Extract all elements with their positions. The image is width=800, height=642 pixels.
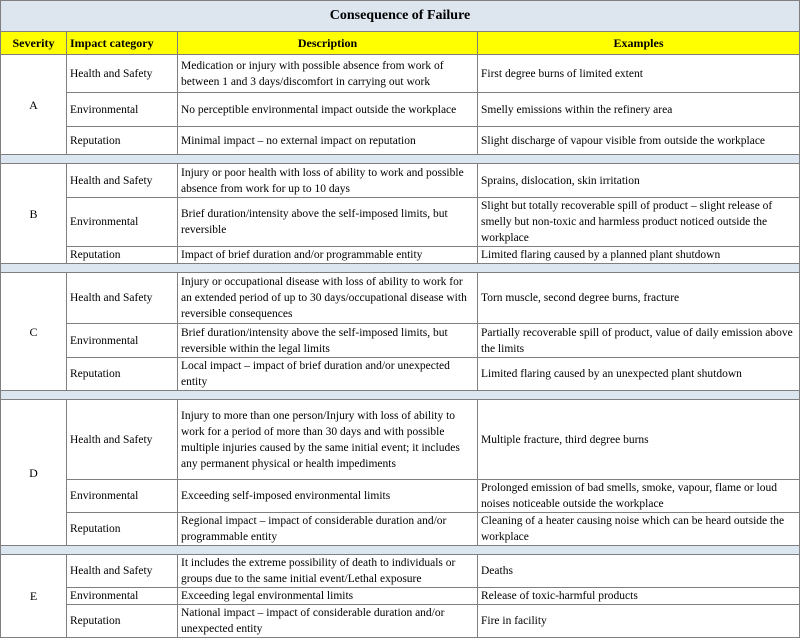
table-row (1, 127, 800, 155)
category-cell: Health and Safety (67, 164, 178, 198)
table-row (1, 273, 800, 324)
group-separator (1, 391, 800, 400)
group-separator (1, 264, 800, 273)
category-cell: Environmental (67, 93, 178, 127)
description-cell: Brief duration/intensity above the self-imposed limits, but reversible (178, 198, 478, 247)
table-row (1, 324, 800, 358)
group-separator (1, 546, 800, 555)
table-row (1, 247, 800, 264)
severity-cell: A (1, 55, 67, 155)
table-title: Consequence of Failure (1, 1, 800, 32)
description-cell: Exceeding legal environmental limits (178, 588, 478, 605)
category-cell: Environmental (67, 588, 178, 605)
description-cell: Exceeding self-imposed environmental limits (178, 480, 478, 513)
example-cell: Limited flaring caused by a planned plant shutdown (478, 247, 800, 264)
header-impact-category: Impact category (67, 32, 178, 55)
description-cell: No perceptible environmental impact outside the workplace (178, 93, 478, 127)
table-row (1, 588, 800, 605)
category-cell: Reputation (67, 605, 178, 638)
severity-cell: C (1, 273, 67, 391)
category-cell: Environmental (67, 324, 178, 358)
group-separator (1, 155, 800, 164)
table-row (1, 605, 800, 638)
category-cell: Reputation (67, 358, 178, 391)
example-cell: Fire in facility (478, 605, 800, 638)
example-cell: Partially recoverable spill of product, value of daily emission above the limits (478, 324, 800, 358)
description-cell: Injury or poor health with loss of ability to work and possible absence from work for up to 10 days (178, 164, 478, 198)
category-cell: Environmental (67, 480, 178, 513)
description-cell: Injury or occupational disease with loss of ability to work for an extended period of up to 30 days/occupational disease with reversible consequences (178, 273, 478, 324)
severity-cell: B (1, 164, 67, 264)
example-cell: Slight discharge of vapour visible from outside the workplace (478, 127, 800, 155)
category-cell: Health and Safety (67, 555, 178, 588)
severity-cell: E (1, 555, 67, 638)
table-row (1, 400, 800, 480)
example-cell: Limited flaring caused by an unexpected plant shutdown (478, 358, 800, 391)
header-description: Description (178, 32, 478, 55)
header-examples: Examples (478, 32, 800, 55)
example-cell: First degree burns of limited extent (478, 55, 800, 93)
example-cell: Cleaning of a heater causing noise which can be heard outside the workplace (478, 513, 800, 546)
example-cell: Release of toxic-harmful products (478, 588, 800, 605)
description-cell: Medication or injury with possible absence from work of between 1 and 3 days/discomfort in carrying out work (178, 55, 478, 93)
category-cell: Reputation (67, 247, 178, 264)
example-cell: Multiple fracture, third degree burns (478, 400, 800, 480)
example-cell: Sprains, dislocation, skin irritation (478, 164, 800, 198)
description-cell: It includes the extreme possibility of death to individuals or groups due to the same initial event/Lethal exposure (178, 555, 478, 588)
category-cell: Reputation (67, 127, 178, 155)
table-row (1, 164, 800, 198)
description-cell: Injury to more than one person/Injury with loss of ability to work for a period of more than 30 days and with possible multiple injuries caused by the same initial event; it includes any permanent physical or health impediments (178, 400, 478, 480)
example-cell: Deaths (478, 555, 800, 588)
category-cell: Reputation (67, 513, 178, 546)
table-row (1, 55, 800, 93)
category-cell: Health and Safety (67, 55, 178, 93)
example-cell: Prolonged emission of bad smells, smoke, vapour, flame or loud noises noticeable outside the workplace (478, 480, 800, 513)
severity-cell: D (1, 400, 67, 546)
description-cell: Local impact – impact of brief duration and/or unexpected entity (178, 358, 478, 391)
category-cell: Health and Safety (67, 273, 178, 324)
table-row (1, 198, 800, 247)
table-row (1, 513, 800, 546)
description-cell: National impact – impact of considerable duration and/or unexpected entity (178, 605, 478, 638)
header-row (1, 32, 800, 55)
category-cell: Health and Safety (67, 400, 178, 480)
table-row (1, 555, 800, 588)
table-row (1, 93, 800, 127)
example-cell: Slight but totally recoverable spill of product – slight release of smelly but non-toxic and harmless product noticed outside the workplace (478, 198, 800, 247)
example-cell: Torn muscle, second degree burns, fracture (478, 273, 800, 324)
header-severity: Severity (1, 32, 67, 55)
description-cell: Regional impact – impact of considerable duration and/or programmable entity (178, 513, 478, 546)
example-cell: Smelly emissions within the refinery area (478, 93, 800, 127)
category-cell: Environmental (67, 198, 178, 247)
description-cell: Brief duration/intensity above the self-imposed limits, but reversible within the legal limits (178, 324, 478, 358)
table-row (1, 480, 800, 513)
description-cell: Impact of brief duration and/or programmable entity (178, 247, 478, 264)
table-row (1, 358, 800, 391)
description-cell: Minimal impact – no external impact on reputation (178, 127, 478, 155)
